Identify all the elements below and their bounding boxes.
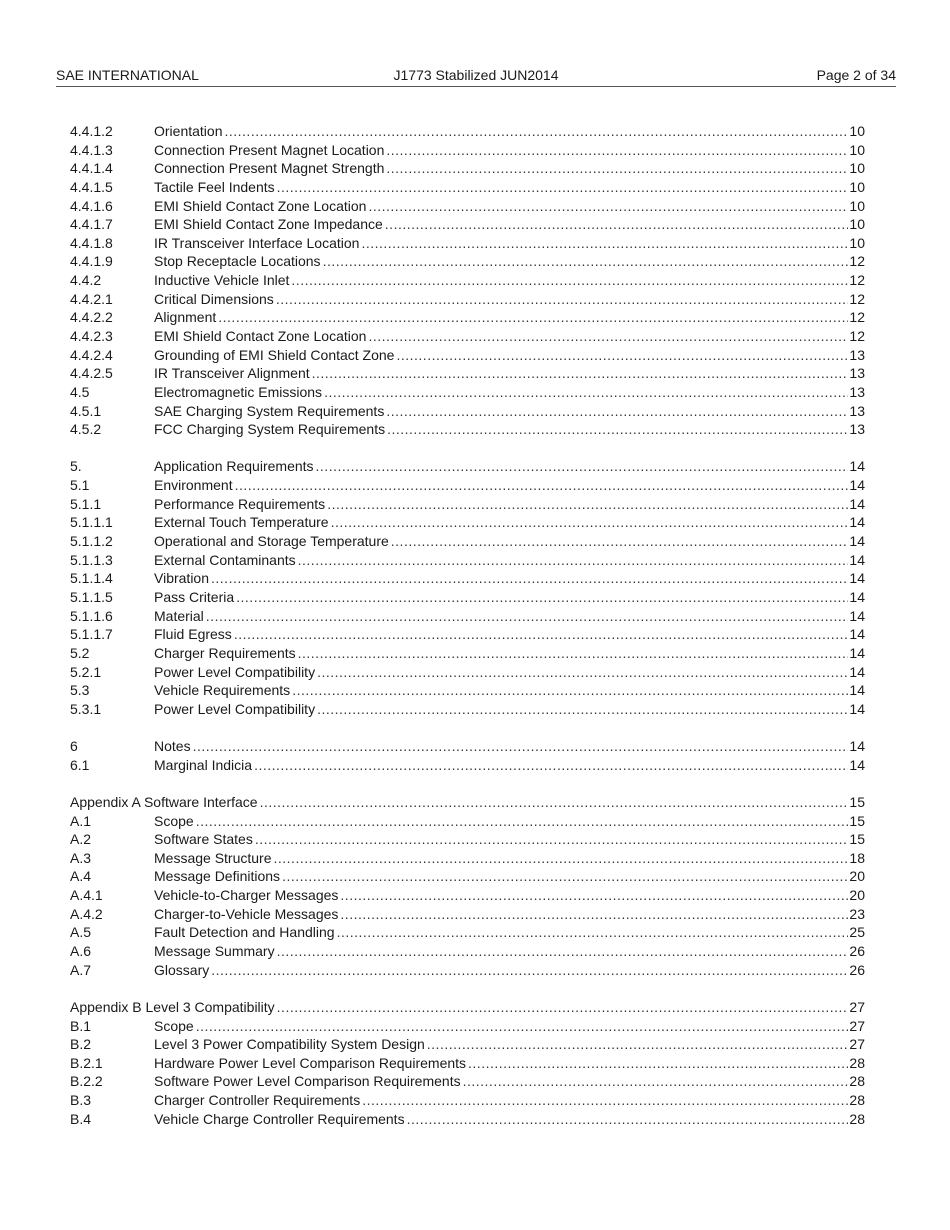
toc-entry[interactable]: [70, 457, 865, 476]
toc-entry[interactable]: [70, 271, 865, 290]
toc-entry[interactable]: [70, 644, 865, 663]
toc-entry[interactable]: [70, 830, 865, 849]
toc-entry-number: 5.1.1: [70, 495, 102, 512]
toc-entry-title: Vehicle Requirements: [154, 682, 291, 699]
toc-entry-page: 14: [849, 663, 865, 680]
toc-entry-title: Hardware Power Level Comparison Requirements: [154, 1054, 467, 1071]
toc-entry-page: 14: [849, 514, 865, 531]
toc-entry-number: B.2.2: [70, 1073, 103, 1090]
toc-entry-number: 4.4.2: [70, 272, 102, 289]
toc-entry[interactable]: [70, 234, 865, 253]
toc-entry[interactable]: [70, 346, 865, 365]
toc-entry-page: 14: [849, 551, 865, 568]
toc-entry-title: Charger Requirements: [154, 644, 296, 661]
toc-entry-page: 14: [849, 700, 865, 717]
toc-leader-dots: [331, 513, 849, 532]
toc-entry-title: Message Structure: [154, 849, 272, 866]
toc-entry-number: 4.4.1.6: [70, 197, 113, 214]
toc-entry-title: External Touch Temperature: [154, 514, 329, 531]
toc-entry-number: 5.1.1.2: [70, 533, 113, 550]
toc-leader-dots: [312, 364, 849, 383]
toc-leader-dots: [468, 1054, 848, 1073]
toc-entry-title: Notes: [154, 738, 191, 755]
toc-entry-title: Grounding of EMI Shield Contact Zone: [154, 346, 395, 363]
toc-entry[interactable]: [70, 607, 865, 626]
toc-entry-number: 6.1: [70, 756, 90, 773]
toc-leader-dots: [387, 420, 848, 439]
toc-entry-page: 10: [849, 123, 865, 139]
toc-entry-number: B.2: [70, 1036, 92, 1053]
toc-leader-dots: [427, 1035, 849, 1054]
toc-entry-title: Inductive Vehicle Inlet: [154, 272, 290, 289]
toc-leader-dots: [211, 961, 848, 980]
toc-entry-title: Scope: [154, 1017, 194, 1034]
toc-entry-title: Operational and Storage Temperature: [154, 533, 389, 550]
toc-entry-page: 28: [849, 1092, 865, 1109]
toc-entry[interactable]: [70, 923, 865, 942]
toc-leader-dots: [385, 215, 849, 234]
toc-entry-title: FCC Charging System Requirements: [154, 421, 386, 438]
toc-entry-number: A.6: [70, 943, 92, 960]
toc-leader-dots: [316, 457, 849, 476]
toc-entry-title: Pass Criteria: [154, 588, 235, 605]
toc-group-section-6: [70, 737, 865, 774]
toc-entry-page: 14: [849, 756, 865, 773]
toc-group-appendix-b: [70, 998, 865, 1128]
toc-entry-title: Performance Requirements: [154, 495, 326, 512]
toc-entry-page: 27: [849, 1017, 865, 1034]
toc-entry[interactable]: [70, 402, 865, 421]
toc-entry-number: 5.1.1.7: [70, 626, 113, 643]
toc-entry[interactable]: [70, 532, 865, 551]
toc-entry-number: 4.4.1.7: [70, 216, 113, 233]
toc-entry-title: Fault Detection and Handling: [154, 924, 335, 941]
toc-leader-dots: [282, 867, 848, 886]
toc-entry-number: 4.4.2.1: [70, 290, 113, 307]
toc-entry-page: 13: [849, 365, 865, 382]
toc-entry[interactable]: [70, 364, 865, 383]
toc-entry[interactable]: [70, 178, 865, 197]
toc-leader-dots: [206, 607, 849, 626]
toc-entry-page: 13: [849, 383, 865, 400]
toc-entry[interactable]: [70, 1035, 865, 1054]
toc-leader-dots: [234, 625, 849, 644]
toc-entry-title: Environment: [154, 477, 233, 494]
toc-entry-number: 5.1.1.3: [70, 551, 113, 568]
toc-entry[interactable]: [70, 588, 865, 607]
toc-entry-page: 10: [849, 216, 865, 233]
toc-entry-page: 12: [849, 328, 865, 345]
toc-entry-title: Stop Receptacle Locations: [154, 253, 321, 270]
toc-group-appendix-a: [70, 793, 865, 979]
toc-entry[interactable]: [70, 197, 865, 216]
toc-entry-number: 5.1.1.6: [70, 607, 113, 624]
toc-entry[interactable]: [70, 812, 865, 831]
toc-leader-dots: [193, 737, 849, 756]
toc-leader-dots: [340, 905, 848, 924]
toc-leader-dots: [196, 1017, 849, 1036]
toc-entry-title: Fluid Egress: [154, 626, 232, 643]
toc-entry-title: Software States: [154, 831, 253, 848]
toc-entry-page: 26: [849, 943, 865, 960]
toc-entry[interactable]: [70, 495, 865, 514]
toc-entry-title: Connection Present Magnet Strength: [154, 160, 385, 177]
toc-leader-dots: [407, 1110, 849, 1129]
toc-leader-dots: [396, 346, 848, 365]
toc-entry[interactable]: [70, 737, 865, 756]
toc-entry-title: IR Transceiver Interface Location: [154, 234, 360, 251]
toc-entry[interactable]: [70, 756, 865, 775]
toc-entry-title: EMI Shield Contact Zone Impedance: [154, 216, 383, 233]
toc-entry-title: EMI Shield Contact Zone Location: [154, 197, 367, 214]
page-header: [56, 66, 896, 87]
toc-entry-number: 4.5: [70, 383, 90, 400]
toc-entry-number: B.4: [70, 1110, 92, 1127]
toc-entry-number: 5.1.1.5: [70, 588, 113, 605]
toc-entry[interactable]: [70, 476, 865, 495]
toc-leader-dots: [298, 551, 849, 570]
toc-entry-page: 26: [849, 961, 865, 978]
toc-leader-dots: [386, 141, 848, 160]
toc-entry-number: 5.3.1: [70, 700, 102, 717]
toc-leader-dots: [368, 327, 848, 346]
toc-entry-page: 10: [849, 234, 865, 251]
toc-entry[interactable]: [70, 961, 865, 980]
toc-entry-title: Power Level Compatibility: [154, 700, 316, 717]
toc-entry-page: 28: [849, 1054, 865, 1071]
toc-entry-page: 23: [849, 905, 865, 922]
toc-entry-title: Charger Controller Requirements: [154, 1092, 361, 1109]
toc-entry-page: 14: [849, 495, 865, 512]
toc-entry-title: Vibration: [154, 570, 210, 587]
toc-entry-title: Alignment: [154, 309, 217, 326]
toc-entry-number: 5.1: [70, 477, 90, 494]
toc-leader-dots: [337, 923, 849, 942]
toc-entry-title: Vehicle Charge Controller Requirements: [154, 1110, 405, 1127]
toc-entry-number: 4.4.1.3: [70, 141, 113, 158]
toc-entry-number: B.3: [70, 1092, 92, 1109]
toc-entry-title: Level 3 Power Compatibility System Design: [154, 1036, 425, 1053]
toc-entry[interactable]: [70, 569, 865, 588]
toc-entry-title: SAE Charging System Requirements: [154, 402, 385, 419]
toc-entry-page: 15: [849, 812, 865, 829]
toc-entry-number: 4.4.2.5: [70, 365, 113, 382]
toc-entry-title: Vehicle-to-Charger Messages: [154, 887, 339, 904]
toc-entry-number: A.5: [70, 924, 92, 941]
toc-entry-number: A.7: [70, 961, 92, 978]
toc-entry-page: 15: [849, 793, 865, 810]
toc-entry-page: 13: [849, 421, 865, 438]
toc-entry-page: 10: [849, 197, 865, 214]
toc-entry-title: Charger-to-Vehicle Messages: [154, 905, 339, 922]
toc-entry-page: 14: [849, 477, 865, 494]
toc-group-section-5: [70, 457, 865, 718]
toc-entry[interactable]: [70, 625, 865, 644]
toc-leader-dots: [324, 383, 848, 402]
toc-entry[interactable]: [70, 308, 865, 327]
toc-entry[interactable]: [70, 681, 865, 700]
toc-entry[interactable]: [70, 1091, 865, 1110]
toc-entry-page: 14: [849, 626, 865, 643]
toc-entry-page: 10: [849, 178, 865, 195]
toc-entry-page: 14: [849, 458, 865, 475]
toc-entry[interactable]: [70, 141, 865, 160]
toc-entry-page: 13: [849, 402, 865, 419]
toc-entry-page: 18: [849, 849, 865, 866]
toc-leader-dots: [327, 495, 848, 514]
toc-leader-dots: [340, 886, 848, 905]
toc-entry-title: Tactile Feel Indents: [154, 178, 275, 195]
toc-entry[interactable]: [70, 849, 865, 868]
toc-leader-dots: [386, 402, 848, 421]
toc-entry-title: EMI Shield Contact Zone Location: [154, 328, 367, 345]
toc-entry-page: 13: [849, 346, 865, 363]
toc-entry-number: A.3: [70, 849, 92, 866]
toc-entry[interactable]: [70, 905, 865, 924]
toc-leader-dots: [292, 681, 848, 700]
toc-leader-dots: [254, 756, 848, 775]
toc-leader-dots: [235, 476, 849, 495]
toc-leader-dots: [260, 793, 849, 812]
toc-entry-number: 6: [70, 738, 78, 755]
toc-entry[interactable]: [70, 942, 865, 961]
toc-entry-title: Appendix A Software Interface: [70, 793, 258, 810]
toc-entry-title: Application Requirements: [154, 458, 314, 475]
toc-leader-dots: [211, 569, 848, 588]
toc-leader-dots: [224, 122, 848, 141]
toc-entry-title: Message Summary: [154, 943, 275, 960]
toc-entry-title: Scope: [154, 812, 194, 829]
toc-entry-page: 12: [849, 272, 865, 289]
toc-entry-number: 4.4.1.5: [70, 178, 113, 195]
toc-entry[interactable]: [70, 793, 865, 812]
toc-entry[interactable]: [70, 327, 865, 346]
toc-entry-page: 14: [849, 588, 865, 605]
document-id-text: J1773 Stabilized JUN2014: [393, 67, 559, 83]
page-number: Page 2 of 34: [816, 67, 896, 83]
toc-entry-page: 14: [849, 607, 865, 624]
toc-leader-dots: [276, 290, 849, 309]
toc-leader-dots: [298, 644, 849, 663]
toc-entry-title: Material: [154, 607, 204, 624]
toc-entry-number: B.2.1: [70, 1054, 103, 1071]
publisher-name: SAE INTERNATIONAL: [56, 67, 199, 83]
toc-leader-dots: [218, 308, 848, 327]
toc-entry-page: 15: [849, 831, 865, 848]
toc-entry-number: 4.4.2.3: [70, 328, 113, 345]
toc-entry[interactable]: [70, 383, 865, 402]
toc-entry-title: Power Level Compatibility: [154, 663, 316, 680]
toc-entry-title: Appendix B Level 3 Compatibility: [70, 998, 275, 1015]
toc-entry-title: Glossary: [154, 961, 210, 978]
toc-entry-number: B.1: [70, 1017, 92, 1034]
toc-entry-title: Orientation: [154, 123, 223, 139]
toc-leader-dots: [391, 532, 849, 551]
toc-leader-dots: [277, 998, 849, 1017]
toc-entry-title: Electromagnetic Emissions: [154, 383, 323, 400]
toc-entry-page: 14: [849, 533, 865, 550]
toc-leader-dots: [463, 1072, 849, 1091]
toc-entry-page: 12: [849, 290, 865, 307]
toc-entry-number: 4.4.1.4: [70, 160, 113, 177]
toc-entry-page: 14: [849, 738, 865, 755]
toc-entry-number: 4.4.1.8: [70, 234, 113, 251]
toc-entry[interactable]: [70, 663, 865, 682]
toc-entry[interactable]: [70, 1072, 865, 1091]
toc-entry[interactable]: [70, 700, 865, 719]
toc-leader-dots: [317, 663, 848, 682]
toc-entry[interactable]: [70, 290, 865, 309]
toc-entry[interactable]: [70, 1054, 865, 1073]
toc-entry-number: A.4.2: [70, 905, 103, 922]
toc-entry-number: A.1: [70, 812, 92, 829]
toc-entry-number: 5.: [70, 458, 82, 475]
toc-entry-title: Marginal Indicia: [154, 756, 253, 773]
toc-entry-number: 4.5.1: [70, 402, 102, 419]
toc-entry[interactable]: [70, 252, 865, 271]
toc-leader-dots: [323, 252, 849, 271]
toc-entry-page: 10: [849, 141, 865, 158]
toc-entry-page: 27: [849, 1036, 865, 1053]
toc-leader-dots: [361, 234, 848, 253]
toc-entry[interactable]: [70, 1017, 865, 1036]
toc-entry[interactable]: [70, 420, 865, 439]
toc-entry-title: IR Transceiver Alignment: [154, 365, 310, 382]
toc-entry-number: 4.4.2.4: [70, 346, 113, 363]
toc-entry-number: 4.5.2: [70, 421, 102, 438]
toc-leader-dots: [236, 588, 848, 607]
toc-entry[interactable]: [70, 513, 865, 532]
toc-entry-number: A.4.1: [70, 887, 103, 904]
toc-entry-title: Software Power Level Comparison Requirements: [154, 1073, 461, 1090]
toc-entry[interactable]: [70, 215, 865, 234]
document-id: [56, 66, 896, 84]
toc-entry-page: 10: [849, 160, 865, 177]
toc-leader-dots: [274, 849, 849, 868]
toc-entry-page: 14: [849, 570, 865, 587]
toc-entry-number: A.4: [70, 868, 92, 885]
toc-entry-number: A.2: [70, 831, 92, 848]
toc-leader-dots: [196, 812, 849, 831]
toc-entry[interactable]: [70, 551, 865, 570]
toc-leader-dots: [277, 942, 849, 961]
toc-entry-number: 5.2.1: [70, 663, 102, 680]
toc-entry-page: 12: [849, 253, 865, 270]
toc-leader-dots: [368, 197, 848, 216]
toc-entry-page: 28: [849, 1073, 865, 1090]
toc-entry-page: 20: [849, 868, 865, 885]
toc-entry-title: External Contaminants: [154, 551, 296, 568]
toc-entry-number: 5.2: [70, 644, 90, 661]
toc-entry-number: 4.4.2.2: [70, 309, 113, 326]
toc-entry[interactable]: [70, 122, 865, 141]
toc-entry[interactable]: [70, 1110, 865, 1129]
toc-entry-number: 5.3: [70, 682, 90, 699]
toc-leader-dots: [386, 159, 848, 178]
toc-leader-dots: [277, 178, 849, 197]
table-of-contents: [70, 122, 865, 1128]
toc-entry-page: 28: [849, 1110, 865, 1127]
toc-leader-dots: [291, 271, 848, 290]
toc-entry-page: 14: [849, 644, 865, 661]
toc-entry[interactable]: [70, 886, 865, 905]
toc-entry[interactable]: [70, 998, 865, 1017]
toc-leader-dots: [317, 700, 848, 719]
toc-group-section-4: [70, 122, 865, 439]
toc-entry[interactable]: [70, 867, 865, 886]
toc-entry-page: 12: [849, 309, 865, 326]
toc-entry-number: 4.4.1.9: [70, 253, 113, 270]
toc-entry-page: 14: [849, 682, 865, 699]
toc-entry-number: 5.1.1.4: [70, 570, 113, 587]
toc-entry-number: 4.4.1.2: [70, 123, 113, 139]
toc-entry-title: Connection Present Magnet Location: [154, 141, 385, 158]
toc-entry[interactable]: [70, 159, 865, 178]
toc-entry-page: 27: [849, 998, 865, 1015]
toc-entry-title: Critical Dimensions: [154, 290, 274, 307]
toc-entry-number: 5.1.1.1: [70, 514, 113, 531]
toc-entry-title: Message Definitions: [154, 868, 281, 885]
toc-entry-page: 20: [849, 887, 865, 904]
toc-leader-dots: [362, 1091, 848, 1110]
toc-entry-page: 25: [849, 924, 865, 941]
toc-leader-dots: [255, 830, 849, 849]
